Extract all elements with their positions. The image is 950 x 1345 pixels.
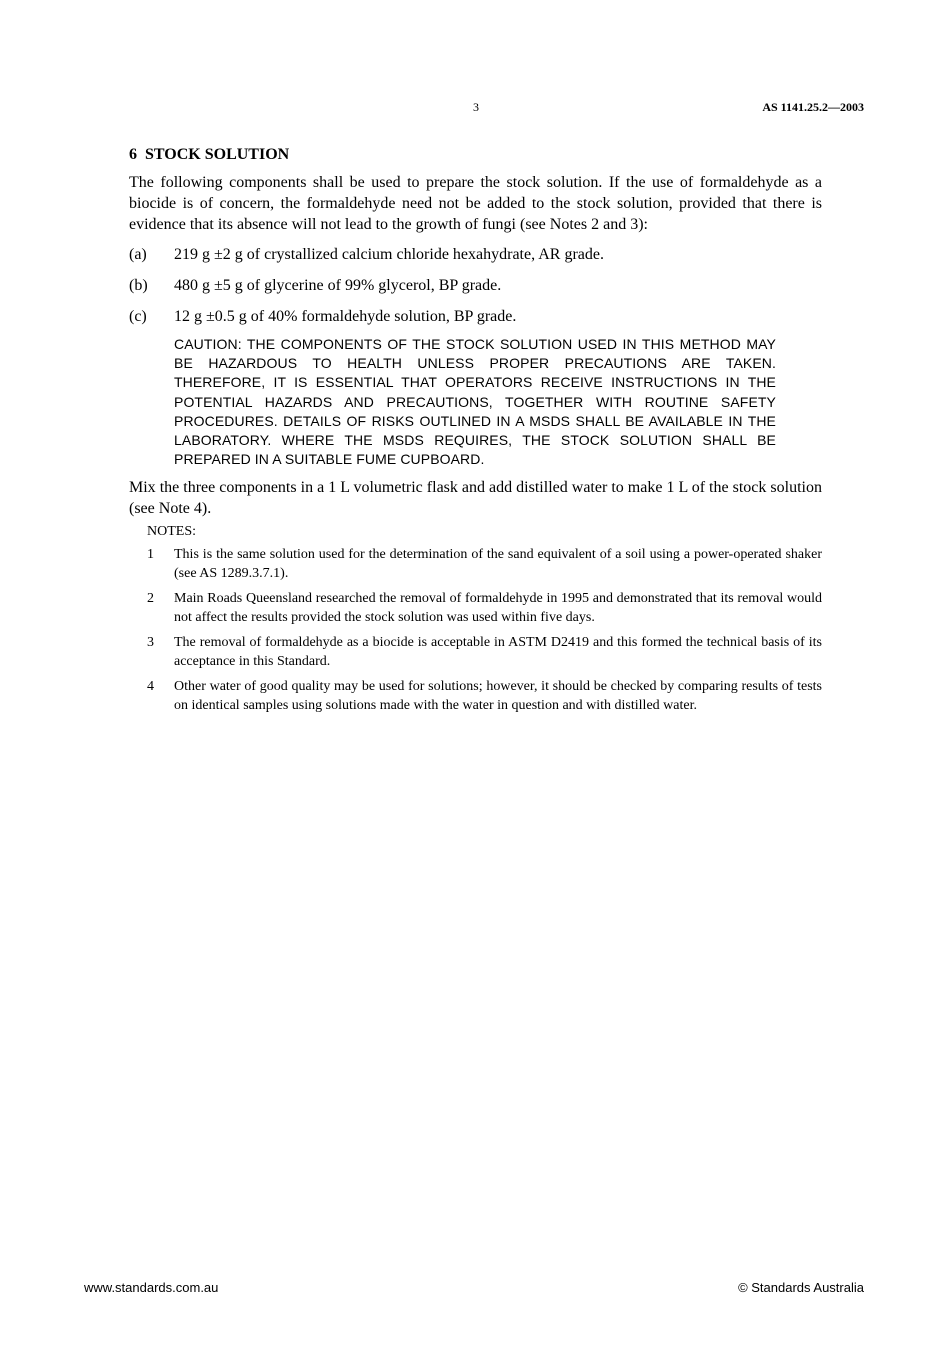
list-item-label: (b) — [129, 277, 148, 294]
note-number: 4 — [147, 679, 154, 695]
section-number: 6 — [129, 146, 137, 163]
intro-paragraph: The following components shall be used to prepare the stock solution. If the use of formaldehyde as a biocide is of concern, the formaldehyde need not be added to the stock solution, provided that there is evidence that its absence will not lead to the growth of fungi (see Notes 2 and 3): — [129, 174, 822, 233]
note-item — [147, 589, 822, 627]
document-body — [129, 146, 822, 721]
list-item-text: 219 g ±2 g of crystallized calcium chloride hexahydrate, AR grade. — [174, 246, 604, 263]
list-item — [129, 306, 822, 327]
notes-heading: NOTES: — [147, 524, 196, 540]
footer-copyright: © Standards Australia — [738, 1280, 864, 1295]
section-heading — [129, 146, 822, 164]
note-text: The removal of formaldehyde as a biocide is acceptable in ASTM D2419 and this formed the technical basis of its acceptance in this Standard. — [174, 635, 822, 670]
page-number: 3 — [473, 100, 479, 114]
note-text: This is the same solution used for the determination of the sand equivalent of a soil using a power-operated shaker (see AS 1289.3.7.1). — [174, 547, 822, 582]
note-item — [147, 545, 822, 583]
note-text: Other water of good quality may be used for solutions; however, it should be checked by comparing results of tests on identical samples using solutions made with the water in question and with distilled water. — [174, 679, 822, 714]
footer-website: www.standards.com.au — [84, 1280, 219, 1295]
note-item — [147, 633, 822, 671]
list-item-text: 480 g ±5 g of glycerine of 99% glycerol, BP grade. — [174, 277, 502, 294]
list-item-label: (a) — [129, 246, 147, 263]
list-item-label: (c) — [129, 308, 147, 325]
note-item — [147, 677, 822, 715]
note-number: 1 — [147, 547, 154, 563]
note-number: 3 — [147, 635, 154, 651]
list-item — [129, 244, 822, 265]
note-number: 2 — [147, 591, 154, 607]
caution-block: CAUTION: THE COMPONENTS OF THE STOCK SOLUTION USED IN THIS METHOD MAY BE HAZARDOUS TO HEALTH UNLESS PROPER PRECAUTIONS ARE TAKEN. THEREFORE, IT IS ESSENTIAL THAT OPERATORS RECEIVE INSTRUCTIONS IN THE POTENTIAL HAZARDS AND PRECAUTIONS, TOGETHER WITH ROUTINE SAFETY PROCEDURES. DETAILS OF RISKS OUTLINED IN A MSDS SHALL BE AVAILABLE IN THE LABORATORY. WHERE THE MSDS REQUIRES, THE STOCK SOLUTION SHALL BE PREPARED IN A SUITABLE FUME CUPBOARD. — [174, 336, 776, 468]
section-title: STOCK SOLUTION — [145, 146, 290, 163]
standard-id: AS 1141.25.2—2003 — [762, 100, 864, 114]
list-item-text: 12 g ±0.5 g of 40% formaldehyde solution, BP grade. — [174, 308, 517, 325]
mix-paragraph: Mix the three components in a 1 L volumetric flask and add distilled water to make 1 L of the stock solution (see Note 4). — [129, 479, 822, 518]
list-item — [129, 275, 822, 296]
note-text: Main Roads Queensland researched the removal of formaldehyde in 1995 and demonstrated that its removal would not affect the results provided the stock solution was used within five days. — [174, 591, 822, 626]
